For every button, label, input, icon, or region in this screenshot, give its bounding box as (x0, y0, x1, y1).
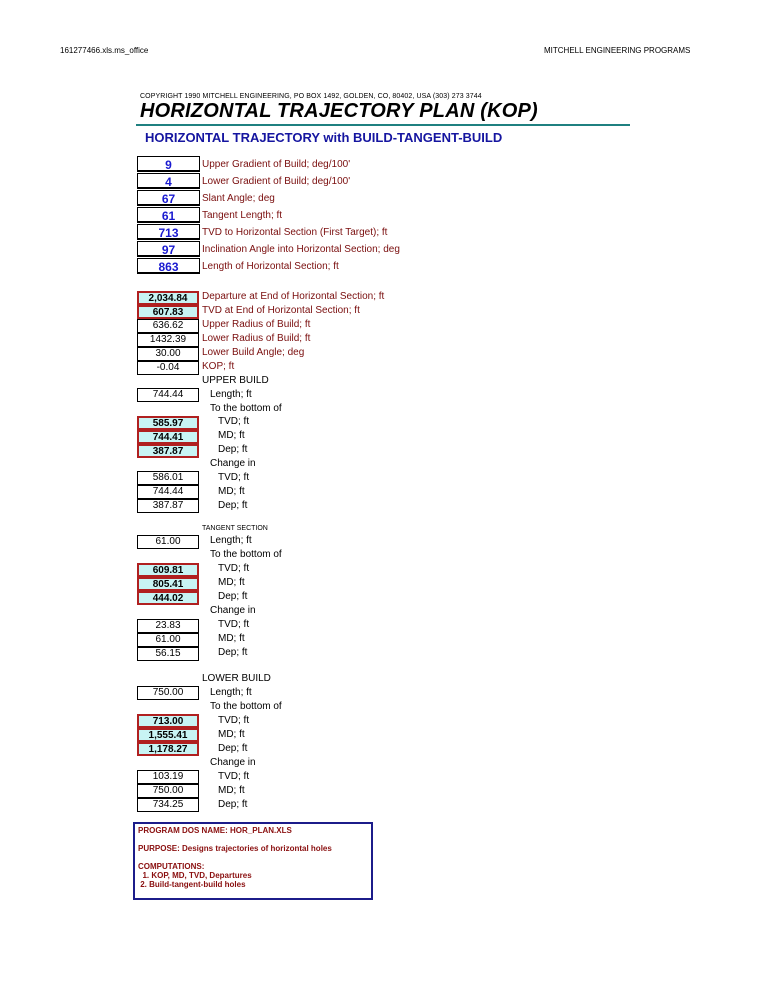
change-in-label: Change in (210, 757, 256, 768)
company-name: MITCHELL ENGINEERING PROGRAMS (544, 46, 691, 55)
tangent-bottom-dep: 444.02 (137, 591, 199, 605)
computation-item: 1. KOP, MD, TVD, Departures (138, 871, 252, 880)
dep-label: Dep; ft (218, 591, 248, 602)
input-label: TVD to Horizontal Section (First Target); ft (202, 227, 388, 238)
tangent-length-value: 61.00 (137, 535, 199, 549)
dep-label: Dep; ft (218, 500, 248, 511)
upper-length-value: 744.44 (137, 388, 199, 402)
section-title-upper-build: UPPER BUILD (202, 375, 269, 386)
change-in-label: Change in (210, 605, 256, 616)
dep-label: Dep; ft (218, 444, 248, 455)
upper-bottom-tvd: 585.97 (137, 416, 199, 430)
tangent-change-dep: 56.15 (137, 647, 199, 661)
lower-bottom-md: 1,555.41 (137, 728, 199, 742)
file-name: 161277466.xls.ms_office (60, 46, 149, 55)
md-label: MD; ft (218, 430, 245, 441)
bottom-of-label: To the bottom of (210, 403, 282, 414)
lower-change-md: 750.00 (137, 784, 199, 798)
page-title: HORIZONTAL TRAJECTORY PLAN (KOP) (140, 100, 538, 122)
length-label: Length; ft (210, 389, 252, 400)
result-lower-radius: 1432.39 (137, 333, 199, 347)
md-label: MD; ft (218, 486, 245, 497)
lower-bottom-tvd: 713.00 (137, 714, 199, 728)
dep-label: Dep; ft (218, 743, 248, 754)
input-inclination-angle[interactable]: 97 (137, 241, 200, 257)
input-label: Tangent Length; ft (202, 210, 283, 221)
upper-change-tvd: 586.01 (137, 471, 199, 485)
lower-change-tvd: 103.19 (137, 770, 199, 784)
result-label: Lower Build Angle; deg (202, 347, 305, 358)
title-divider (136, 124, 630, 126)
result-kop: -0.04 (137, 361, 199, 375)
lower-bottom-dep: 1,178.27 (137, 742, 199, 756)
lower-length-value: 750.00 (137, 686, 199, 700)
input-label: Length of Horizontal Section; ft (202, 261, 339, 272)
md-label: MD; ft (218, 633, 245, 644)
result-label: TVD at End of Horizontal Section; ft (202, 305, 360, 316)
program-purpose: PURPOSE: Designs trajectories of horizontal holes (138, 844, 332, 853)
md-label: MD; ft (218, 785, 245, 796)
length-label: Length; ft (210, 535, 252, 546)
input-tangent-length[interactable]: 61 (137, 207, 200, 223)
tvd-label: TVD; ft (218, 715, 250, 726)
length-label: Length; ft (210, 687, 252, 698)
computation-item: 2. Build-tangent-build holes (138, 880, 246, 889)
input-label: Slant Angle; deg (202, 193, 275, 204)
tvd-label: TVD; ft (218, 472, 250, 483)
dep-label: Dep; ft (218, 647, 248, 658)
input-upper-gradient[interactable]: 9 (137, 156, 200, 172)
dep-label: Dep; ft (218, 799, 248, 810)
upper-bottom-md: 744.41 (137, 430, 199, 444)
result-departure: 2,034.84 (137, 291, 199, 305)
section-title-lower-build: LOWER BUILD (202, 673, 271, 684)
tangent-change-tvd: 23.83 (137, 619, 199, 633)
change-in-label: Change in (210, 458, 256, 469)
input-label: Inclination Angle into Horizontal Section; deg (202, 244, 400, 255)
result-label: Departure at End of Horizontal Section; ft (202, 291, 385, 302)
input-slant-angle[interactable]: 67 (137, 190, 200, 206)
tvd-label: TVD; ft (218, 771, 250, 782)
computations-heading: COMPUTATIONS: (138, 862, 205, 871)
program-info-box (133, 822, 373, 900)
tangent-bottom-tvd: 609.81 (137, 563, 199, 577)
md-label: MD; ft (218, 577, 245, 588)
result-tvd-end: 607.83 (137, 305, 199, 319)
input-label: Upper Gradient of Build; deg/100' (202, 159, 351, 170)
bottom-of-label: To the bottom of (210, 549, 282, 560)
program-name: PROGRAM DOS NAME: HOR_PLAN.XLS (138, 826, 292, 835)
result-label: KOP; ft (202, 361, 235, 372)
result-label: Upper Radius of Build; ft (202, 319, 311, 330)
tangent-change-md: 61.00 (137, 633, 199, 647)
result-label: Lower Radius of Build; ft (202, 333, 311, 344)
tvd-label: TVD; ft (218, 619, 250, 630)
input-lower-gradient[interactable]: 4 (137, 173, 200, 189)
upper-bottom-dep: 387.87 (137, 444, 199, 458)
tangent-bottom-md: 805.41 (137, 577, 199, 591)
input-horizontal-length[interactable]: 863 (137, 258, 200, 274)
page-subtitle: HORIZONTAL TRAJECTORY with BUILD-TANGENT-BUILD (145, 130, 503, 145)
result-upper-radius: 636.62 (137, 319, 199, 333)
lower-change-dep: 734.25 (137, 798, 199, 812)
upper-change-dep: 387.87 (137, 499, 199, 513)
upper-change-md: 744.44 (137, 485, 199, 499)
bottom-of-label: To the bottom of (210, 701, 282, 712)
input-tvd-horizontal[interactable]: 713 (137, 224, 200, 240)
copyright-line: COPYRIGHT 1990 MITCHELL ENGINEERING, PO BOX 1492, GOLDEN, CO, 80402, USA (303) 273 3744 (140, 93, 482, 100)
result-lower-build-angle: 30.00 (137, 347, 199, 361)
input-label: Lower Gradient of Build; deg/100' (202, 176, 351, 187)
tvd-label: TVD; ft (218, 563, 250, 574)
section-title-tangent: TANGENT SECTION (202, 525, 268, 532)
md-label: MD; ft (218, 729, 245, 740)
tvd-label: TVD; ft (218, 416, 250, 427)
